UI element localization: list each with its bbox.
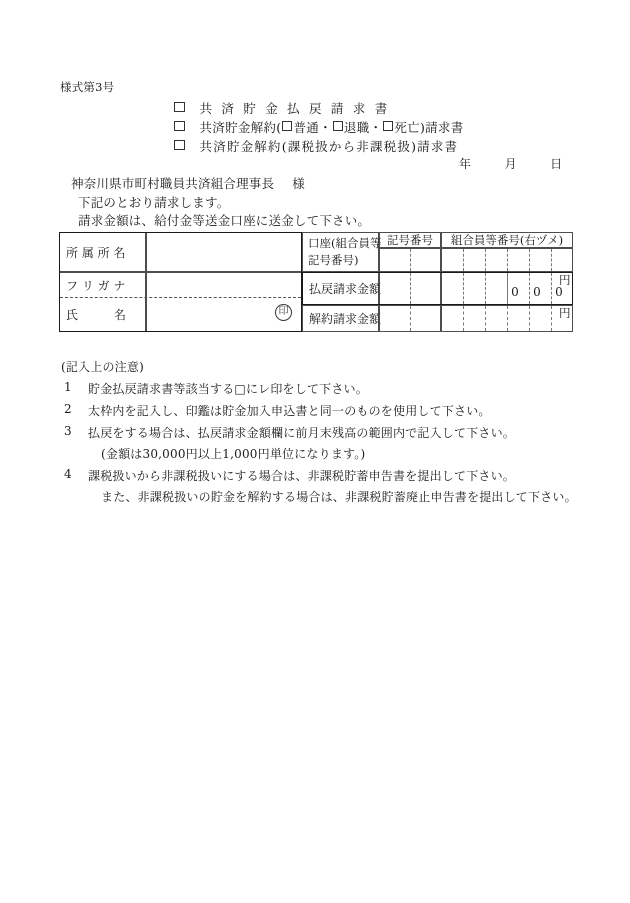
note-2-number: 2 — [64, 402, 72, 416]
note-2-text: 太枠内を記入し、印鑑は貯金加入申込書と同一のものを使用して下さい。 — [88, 404, 491, 418]
checkbox-retirement[interactable] — [333, 121, 343, 131]
title-cancel-suffix: )請求書 — [419, 120, 464, 135]
addressee-name: 神奈川県市町村職員共済組合理事長 — [71, 176, 275, 191]
payout-currency-unit: 円 — [559, 273, 571, 287]
affiliation-label: 所 属 所 名 — [66, 245, 126, 260]
note-3-sub: (金額は30,000円以上1,000円単位になります。) — [101, 447, 366, 461]
name-label: 氏 名 — [66, 307, 127, 322]
member-number-label: 組合員等番号(右ヅメ) — [450, 233, 564, 247]
account-symbol-divider-1 — [410, 249, 411, 271]
payout-symbol-divider-1 — [410, 273, 411, 304]
cancel-member-divider-2 — [485, 306, 486, 331]
checkbox-ordinary[interactable] — [282, 121, 292, 131]
cell-payout-label — [302, 272, 382, 305]
payout-amount-label: 払戻請求金額 — [309, 282, 382, 296]
account-member-divider-5 — [551, 249, 552, 271]
payout-digit-3: 0 — [555, 285, 563, 299]
date-year-label[interactable]: 年 — [459, 157, 472, 171]
date-day-label[interactable]: 日 — [550, 157, 563, 171]
field-furigana-value[interactable] — [146, 272, 302, 297]
title-row-taxchange — [174, 137, 464, 156]
title-row-cancel — [174, 118, 464, 137]
note-item-1 — [61, 380, 591, 397]
cancel-amount-label: 解約請求金額 — [309, 312, 382, 326]
checkbox-cancel[interactable] — [174, 121, 185, 132]
cell-affiliation-label — [59, 232, 146, 272]
addressee-honorific: 様 — [292, 176, 305, 191]
option-retirement: 退職 — [343, 120, 370, 135]
checkbox-payout[interactable] — [174, 102, 185, 113]
note-4-text: 課税扱いから非課税扱いにする場合は、非課税貯蓄申告書を提出して下さい。 — [88, 469, 516, 483]
option-ordinary: 普通 — [293, 120, 320, 135]
account-label-line2: 記号番号) — [308, 253, 359, 267]
account-member-divider-1 — [463, 249, 464, 271]
payout-member-divider-1 — [463, 273, 464, 304]
option-death: 死亡 — [394, 120, 420, 135]
cancel-member-divider-4 — [529, 306, 530, 331]
note-3-number: 3 — [64, 424, 72, 438]
separator-1: ・ — [319, 120, 332, 135]
form-number: 様式第3号 — [60, 80, 115, 94]
title-cancel-prefix: 共済貯金解約( — [199, 120, 282, 135]
cancel-symbol-divider-1 — [410, 306, 411, 331]
payout-member-divider-2 — [485, 273, 486, 304]
checkbox-death[interactable] — [383, 121, 393, 131]
title-payout-label: 共済貯金払戻請求書 — [199, 101, 397, 116]
date-line — [459, 155, 562, 172]
cell-furigana-label — [59, 272, 146, 297]
note-4-number: 4 — [64, 467, 72, 481]
payout-digit-2: 0 — [533, 285, 541, 299]
field-affiliation-value[interactable] — [146, 232, 302, 272]
notes-section — [61, 358, 591, 505]
account-label — [303, 233, 382, 271]
cancel-currency-unit: 円 — [559, 306, 571, 320]
statement-2: 請求金額は、給付金等送金口座に送金して下さい。 — [78, 213, 371, 228]
notes-title: (記入上の注意) — [61, 360, 144, 374]
separator-2: ・ — [369, 120, 383, 135]
furigana-label: フ リ ガ ナ — [66, 278, 126, 293]
symbol-number-label: 記号番号 — [387, 233, 433, 247]
header-member-number — [441, 232, 573, 248]
cancel-member-divider-5 — [551, 306, 552, 331]
date-month-label[interactable]: 月 — [504, 157, 517, 171]
note-4-sub: また、非課税扱いの貯金を解約する場合は、非課税貯蓄廃止申告書を提出して下さい。 — [101, 490, 577, 504]
cell-name-label — [59, 297, 146, 332]
title-row-payout — [174, 99, 464, 118]
furigana-divider — [60, 297, 301, 298]
cell-cancel-label — [302, 305, 382, 332]
note-1-number: 1 — [64, 380, 72, 394]
note-item-4 — [61, 467, 591, 484]
title-taxchange-label: 共済貯金解約(課税扱から非課税扱)請求書 — [199, 139, 459, 154]
account-member-divider-3 — [507, 249, 508, 271]
seal-icon: 印 — [275, 304, 292, 321]
account-member-divider-4 — [529, 249, 530, 271]
addressee — [71, 174, 305, 192]
request-table — [59, 232, 573, 332]
statement-1: 下記のとおり請求します。 — [78, 195, 230, 210]
note-item-3 — [61, 424, 591, 441]
title-block — [174, 99, 464, 156]
cancel-member-divider-1 — [463, 306, 464, 331]
note-1-text: 貯金払戻請求書等該当する□にレ印をして下さい。 — [88, 382, 368, 396]
checkbox-taxchange[interactable] — [174, 140, 185, 151]
account-label-line1: 口座(組合員等 — [308, 236, 382, 251]
payout-digit-1: 0 — [511, 285, 519, 299]
note-item-2 — [61, 402, 591, 419]
account-member-divider-2 — [485, 249, 486, 271]
cancel-member-divider-3 — [507, 306, 508, 331]
cell-account-label — [302, 232, 382, 272]
header-symbol-number — [379, 232, 441, 248]
note-3-text: 払戻をする場合は、払戻請求金額欄に前月末残高の範囲内で記入して下さい。 — [88, 426, 516, 440]
